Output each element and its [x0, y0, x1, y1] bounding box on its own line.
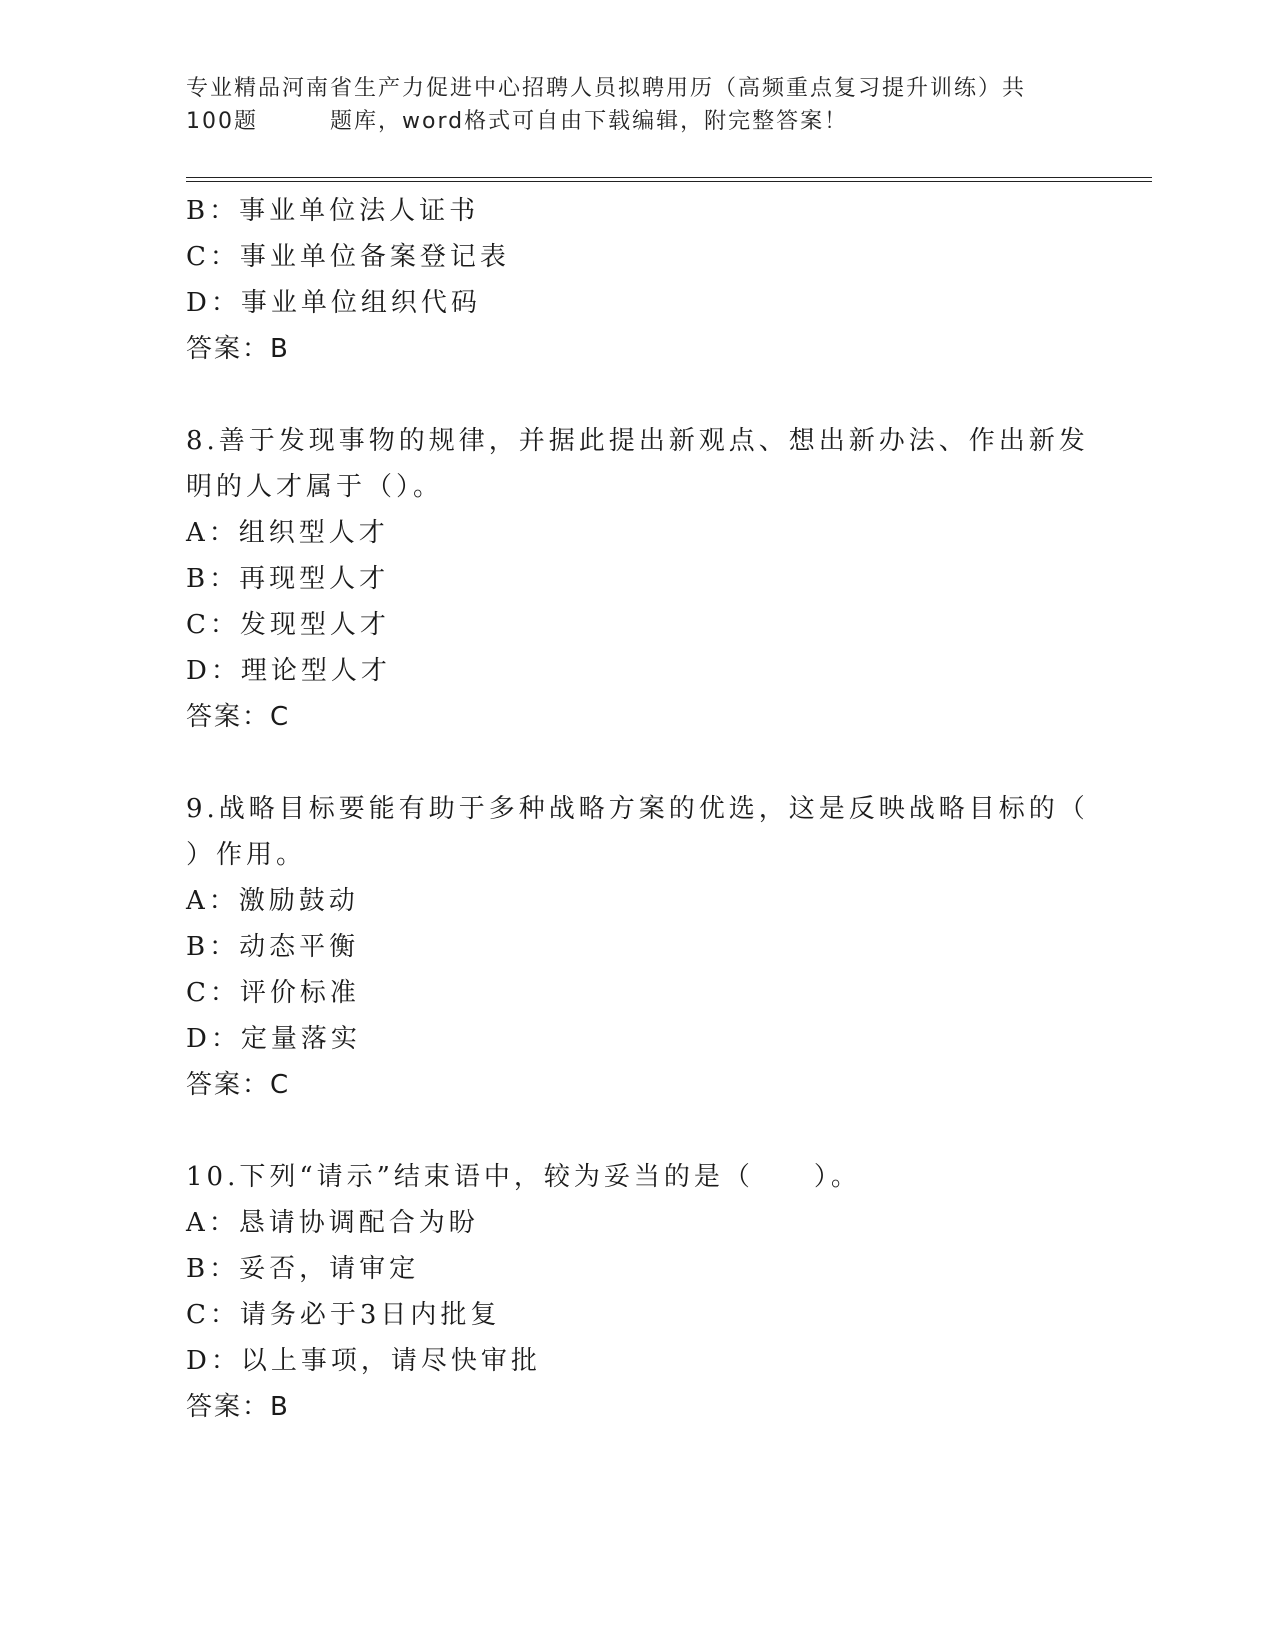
- document-header: [186, 72, 1066, 138]
- q8-option-a: A：组织型人才: [186, 518, 389, 548]
- header-description: 题库，word格式可自由下载编辑，附完整答案！: [330, 109, 849, 134]
- q9-option-b: B：动态平衡: [186, 932, 360, 962]
- q10-option-c: C：请务必于3日内批复: [186, 1300, 501, 1330]
- q9-option-a: A：激励鼓动: [186, 886, 359, 916]
- q8-option-d: D：理论型人才: [186, 656, 391, 686]
- q9-option-d: D：定量落实: [186, 1024, 361, 1054]
- q7-option-d: D：事业单位组织代码: [186, 288, 481, 318]
- header-question-count: 100题: [186, 109, 258, 134]
- q10-stem-line1: 10.下列“请示”结束语中，较为妥当的是（ ）。: [186, 1162, 861, 1192]
- q10-option-a: A：恳请协调配合为盼: [186, 1208, 479, 1238]
- header-divider-top: [186, 177, 1152, 178]
- question-10: [186, 1154, 1066, 1430]
- spacer: [186, 372, 1066, 418]
- header-divider-bottom: [186, 181, 1152, 182]
- q10-answer: 答案：B: [186, 1392, 290, 1422]
- q8-answer: 答案：C: [186, 702, 291, 732]
- header-title-line1: 专业精品河南省生产力促进中心招聘人员拟聘用历（高频重点复习提升训练）共: [186, 76, 1027, 101]
- question-9: [186, 786, 1089, 1108]
- q8-stem-line2: 明的人才属于（）。: [186, 472, 444, 502]
- question-8: [186, 418, 1089, 740]
- question-list: [186, 188, 1089, 1430]
- q7-answer: 答案：B: [186, 334, 290, 364]
- q8-option-b: B：再现型人才: [186, 564, 390, 594]
- question-7-tail: [186, 188, 1066, 372]
- q9-option-c: C：评价标准: [186, 978, 360, 1008]
- q9-stem-line1: 9.战略目标要能有助于多种战略方案的优选，这是反映战略目标的（: [186, 794, 1089, 824]
- spacer: [186, 740, 1066, 786]
- q8-option-c: C：发现型人才: [186, 610, 390, 640]
- header-title-line2: [186, 105, 1066, 138]
- q9-answer: 答案：C: [186, 1070, 291, 1100]
- q7-option-c: C：事业单位备案登记表: [186, 242, 510, 272]
- q10-option-b: B：妥否，请审定: [186, 1254, 420, 1284]
- q8-stem-line1: 8.善于发现事物的规律，并据此提出新观点、想出新办法、作出新发: [186, 426, 1089, 456]
- q9-stem-line2: ）作用。: [186, 840, 307, 870]
- spacer: [186, 1108, 1066, 1154]
- q7-option-b: B：事业单位法人证书: [186, 196, 480, 226]
- q10-option-d: D：以上事项，请尽快审批: [186, 1346, 541, 1376]
